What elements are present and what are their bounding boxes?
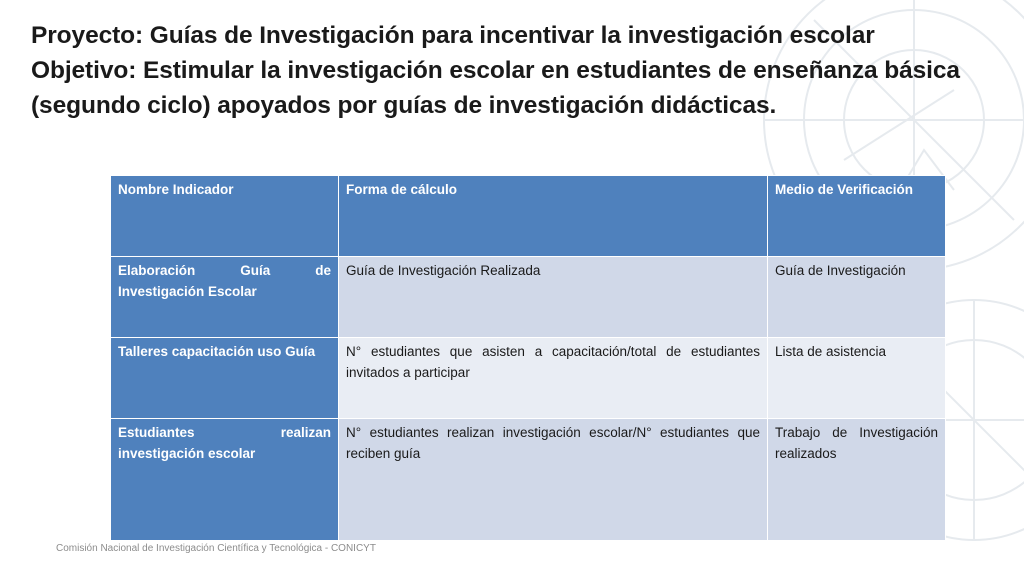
table-row [111,419,946,541]
verification-cell: Trabajo de Investigación realizados [768,419,946,541]
indicator-cell: Talleres capacitación uso Guía [111,338,339,419]
calculation-cell: N° estudiantes realizan investigación escolar/N° estudiantes que reciben guía [339,419,768,541]
verification-cell: Lista de asistencia [768,338,946,419]
indicators-table [110,175,946,541]
footer-text: Comisión Nacional de Investigación Científica y Tecnológica - CONICYT [56,543,376,554]
table-row [111,257,946,338]
title-line-project: Proyecto: Guías de Investigación para incentivar la investigación escolar [31,22,875,49]
calculation-cell: Guía de Investigación Realizada [339,257,768,338]
table-row [111,338,946,419]
header-indicator-name: Nombre Indicador [111,176,339,257]
table-header-row [111,176,946,257]
title-line-objective: Objetivo: Estimular la investigación escolar en estudiantes de enseñanza básica [31,57,960,84]
title-line-objective-cont: (segundo ciclo) apoyados por guías de investigación didácticas. [31,92,777,119]
indicator-cell: Elaboración Guía de Investigación Escolar [111,257,339,338]
verification-cell: Guía de Investigación [768,257,946,338]
calculation-cell: N° estudiantes que asisten a capacitación/total de estudiantes invitados a participar [339,338,768,419]
header-calculation: Forma de cálculo [339,176,768,257]
slide-title [31,18,991,123]
indicator-cell: Estudiantes realizan investigación escolar [111,419,339,541]
header-verification: Medio de Verificación [768,176,946,257]
